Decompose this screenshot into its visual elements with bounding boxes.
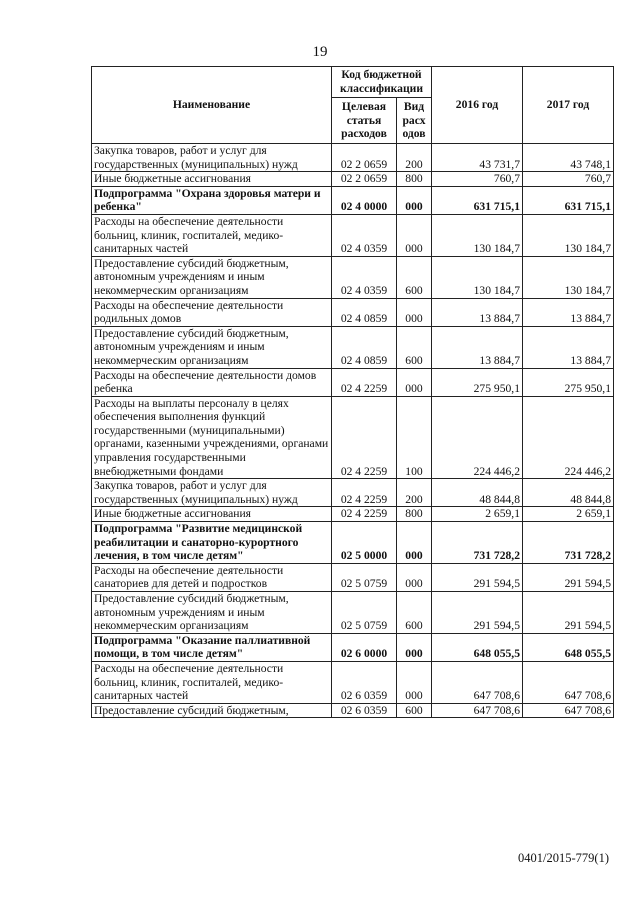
- row-name: Расходы на обеспечение деятельности родильных домов: [92, 298, 332, 326]
- row-expense-type: 200: [397, 144, 432, 172]
- table-row: [92, 172, 614, 187]
- row-code: 02 5 0759: [332, 563, 397, 591]
- table-row: [92, 368, 614, 396]
- row-name: Расходы на выплаты персоналу в целях обеспечения выполнения функций государственными (муниципальными) органами, казенными учреждениями, органами управления государственными внебюджетными фондами: [92, 396, 332, 479]
- row-code: 02 4 0359: [332, 214, 397, 256]
- row-name: Расходы на обеспечение деятельности больниц, клиник, госпиталей, медико-санитарных частей: [92, 661, 332, 703]
- row-value-2016: 130 184,7: [432, 256, 523, 298]
- table-row: [92, 144, 614, 172]
- table-header: [92, 67, 614, 144]
- header-target-article: Целевая статья расходов: [332, 98, 397, 144]
- row-value-2016: 291 594,5: [432, 592, 523, 634]
- table-row: [92, 396, 614, 479]
- row-name: Расходы на обеспечение деятельности больниц, клиник, госпиталей, медико-санитарных частей: [92, 214, 332, 256]
- row-value-2017: 648 055,5: [523, 633, 614, 661]
- header-code-group: Код бюджетной классификации: [332, 67, 432, 98]
- row-code: 02 4 2259: [332, 479, 397, 507]
- row-value-2017: 291 594,5: [523, 563, 614, 591]
- table-row: [92, 633, 614, 661]
- table-row: [92, 522, 614, 564]
- row-code: 02 5 0759: [332, 592, 397, 634]
- row-expense-type: 600: [397, 256, 432, 298]
- table-row: [92, 563, 614, 591]
- row-expense-type: 000: [397, 186, 432, 214]
- row-value-2016: 275 950,1: [432, 368, 523, 396]
- row-value-2017: 731 728,2: [523, 522, 614, 564]
- row-expense-type: 200: [397, 479, 432, 507]
- row-name: Закупка товаров, работ и услуг для государственных (муниципальных) нужд: [92, 479, 332, 507]
- row-value-2016: 760,7: [432, 172, 523, 187]
- table-row: [92, 661, 614, 703]
- row-value-2016: 291 594,5: [432, 563, 523, 591]
- row-value-2016: 13 884,7: [432, 298, 523, 326]
- budget-table: [91, 66, 614, 718]
- header-expense-type: Вид расх одов: [397, 98, 432, 144]
- row-expense-type: 000: [397, 661, 432, 703]
- row-name: Подпрограмма "Оказание паллиативной помощи, в том числе детям": [92, 633, 332, 661]
- row-name: Иные бюджетные ассигнования: [92, 172, 332, 187]
- row-code: 02 4 0859: [332, 326, 397, 368]
- row-code: 02 6 0359: [332, 703, 397, 718]
- row-value-2016: 647 708,6: [432, 703, 523, 718]
- row-expense-type: 000: [397, 214, 432, 256]
- row-name: Подпрограмма "Развитие медицинской реабилитации и санаторно-курортного лечения, в том числе детям": [92, 522, 332, 564]
- row-value-2017: 275 950,1: [523, 368, 614, 396]
- row-code: 02 6 0359: [332, 661, 397, 703]
- row-name: Предоставление субсидий бюджетным, автономным учреждениям и иным некоммерческим организациям: [92, 256, 332, 298]
- row-value-2017: 2 659,1: [523, 507, 614, 522]
- row-value-2016: 13 884,7: [432, 326, 523, 368]
- row-code: 02 4 0000: [332, 186, 397, 214]
- row-code: 02 5 0000: [332, 522, 397, 564]
- header-year-2016: 2016 год: [432, 67, 523, 144]
- table-row: [92, 186, 614, 214]
- row-name: Предоставление субсидий бюджетным,: [92, 703, 332, 718]
- row-name: Предоставление субсидий бюджетным, автономным учреждениям и иным некоммерческим организациям: [92, 592, 332, 634]
- row-expense-type: 600: [397, 326, 432, 368]
- row-name: Подпрограмма "Охрана здоровья матери и ребенка": [92, 186, 332, 214]
- row-name: Расходы на обеспечение деятельности домов ребенка: [92, 368, 332, 396]
- row-code: 02 2 0659: [332, 144, 397, 172]
- row-value-2017: 43 748,1: [523, 144, 614, 172]
- row-expense-type: 100: [397, 396, 432, 479]
- row-expense-type: 000: [397, 633, 432, 661]
- row-value-2016: 224 446,2: [432, 396, 523, 479]
- row-value-2017: 13 884,7: [523, 298, 614, 326]
- row-value-2017: 631 715,1: [523, 186, 614, 214]
- row-value-2017: 48 844,8: [523, 479, 614, 507]
- row-value-2017: 13 884,7: [523, 326, 614, 368]
- table-row: [92, 326, 614, 368]
- row-value-2016: 2 659,1: [432, 507, 523, 522]
- table-row: [92, 298, 614, 326]
- row-expense-type: 800: [397, 507, 432, 522]
- table-body: [92, 144, 614, 718]
- row-expense-type: 000: [397, 368, 432, 396]
- row-expense-type: 000: [397, 563, 432, 591]
- row-code: 02 2 0659: [332, 172, 397, 187]
- row-name: Расходы на обеспечение деятельности санаториев для детей и подростков: [92, 563, 332, 591]
- row-value-2017: 291 594,5: [523, 592, 614, 634]
- header-year-2017: 2017 год: [523, 67, 614, 144]
- row-value-2016: 130 184,7: [432, 214, 523, 256]
- row-expense-type: 800: [397, 172, 432, 187]
- table-row: [92, 479, 614, 507]
- row-code: 02 4 2259: [332, 507, 397, 522]
- row-name: Предоставление субсидий бюджетным, автономным учреждениям и иным некоммерческим организациям: [92, 326, 332, 368]
- row-expense-type: 000: [397, 298, 432, 326]
- row-expense-type: 600: [397, 703, 432, 718]
- table-row: [92, 703, 614, 718]
- header-name: Наименование: [92, 67, 332, 144]
- table-row: [92, 507, 614, 522]
- row-value-2017: 130 184,7: [523, 256, 614, 298]
- row-value-2016: 43 731,7: [432, 144, 523, 172]
- row-value-2016: 648 055,5: [432, 633, 523, 661]
- row-code: 02 4 2259: [332, 396, 397, 479]
- row-value-2016: 631 715,1: [432, 186, 523, 214]
- row-value-2017: 224 446,2: [523, 396, 614, 479]
- row-name: Иные бюджетные ассигнования: [92, 507, 332, 522]
- row-code: 02 4 2259: [332, 368, 397, 396]
- row-name: Закупка товаров, работ и услуг для государственных (муниципальных) нужд: [92, 144, 332, 172]
- table-row: [92, 256, 614, 298]
- row-value-2017: 647 708,6: [523, 703, 614, 718]
- row-value-2017: 130 184,7: [523, 214, 614, 256]
- row-expense-type: 000: [397, 522, 432, 564]
- table-row: [92, 214, 614, 256]
- row-value-2016: 647 708,6: [432, 661, 523, 703]
- row-code: 02 6 0000: [332, 633, 397, 661]
- document-code: 0401/2015-779(1): [518, 851, 609, 865]
- row-expense-type: 600: [397, 592, 432, 634]
- row-value-2016: 731 728,2: [432, 522, 523, 564]
- table-row: [92, 592, 614, 634]
- row-value-2016: 48 844,8: [432, 479, 523, 507]
- row-value-2017: 760,7: [523, 172, 614, 187]
- row-code: 02 4 0359: [332, 256, 397, 298]
- page-number: 19: [312, 44, 328, 60]
- row-code: 02 4 0859: [332, 298, 397, 326]
- row-value-2017: 647 708,6: [523, 661, 614, 703]
